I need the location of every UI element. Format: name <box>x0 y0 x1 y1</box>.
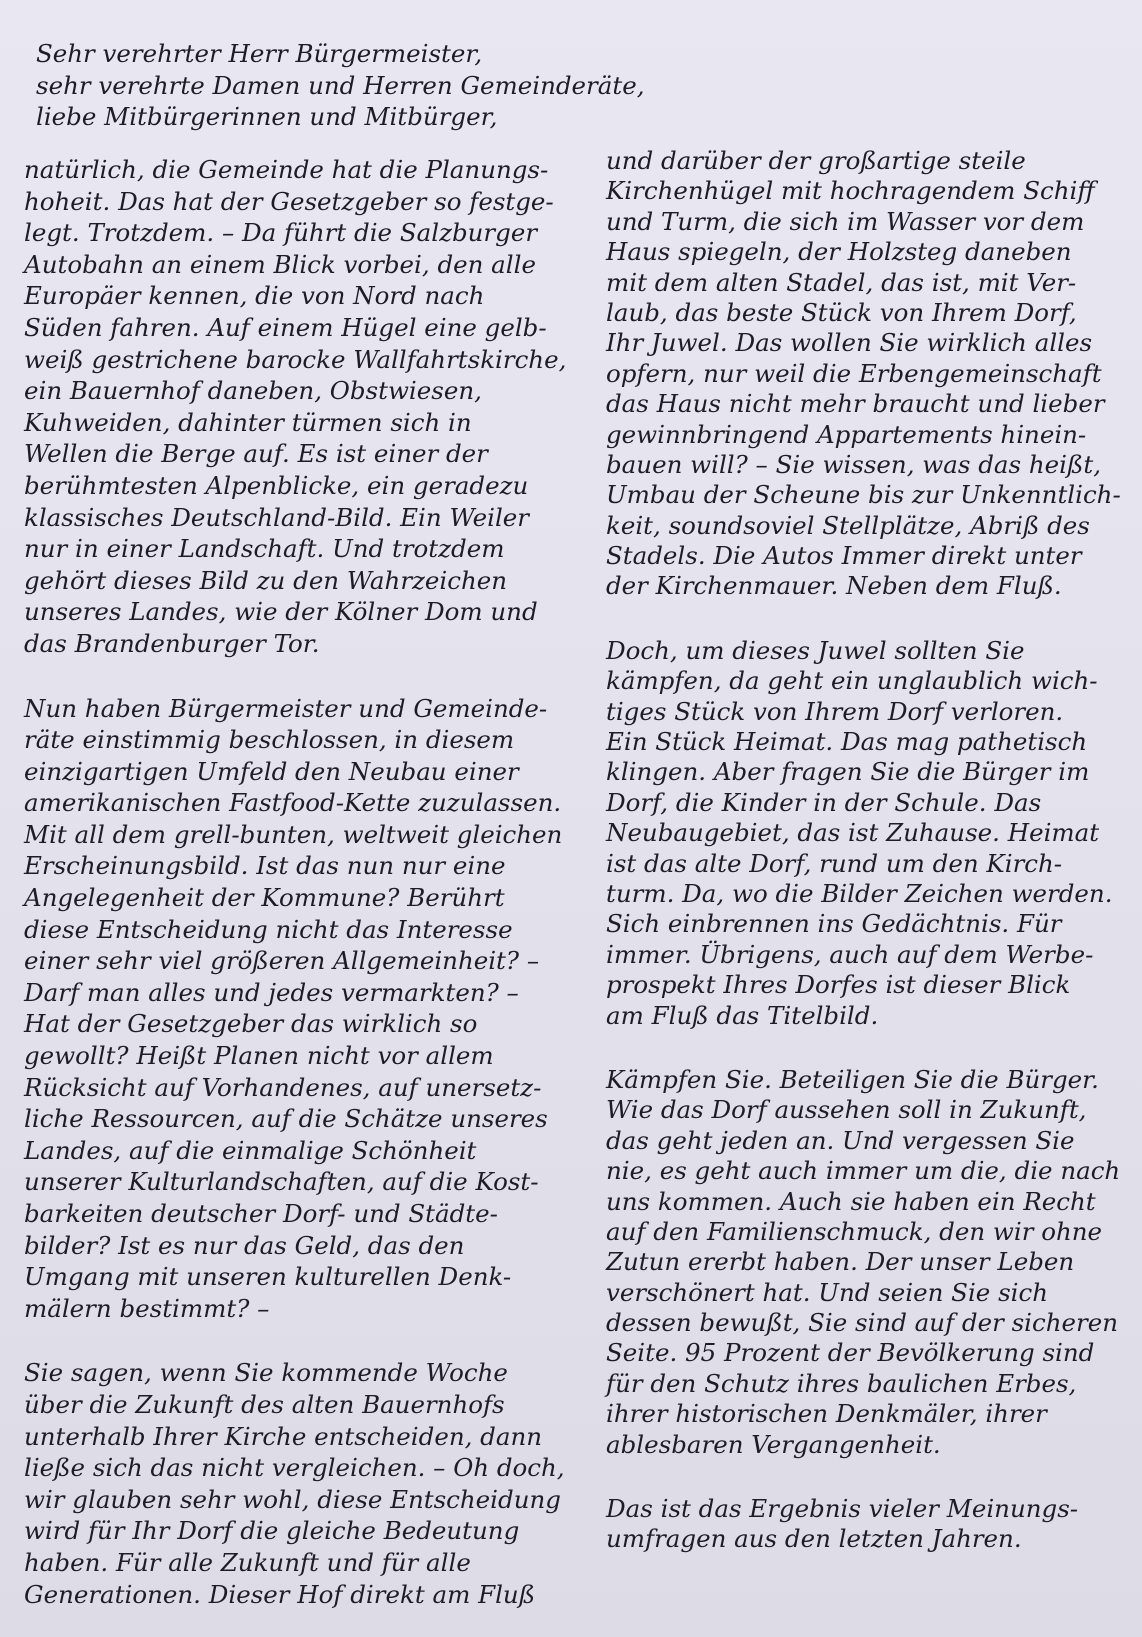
text-line: am Fluß das Titelbild. <box>606 1000 879 1030</box>
text-line: räte einstimmig beschlossen, in diesem <box>24 725 515 755</box>
text-line: Haus spiegeln, der Holzsteg daneben <box>606 237 1072 267</box>
paragraph <box>606 146 1142 602</box>
text-line: Doch, um dieses Juwel sollten Sie <box>606 635 1025 665</box>
text-line: das Brandenburger Tor. <box>24 628 320 658</box>
text-line: liebe Mitbürgerinnen und Mitbürger, <box>36 102 498 132</box>
text-line: Dorf, die Kinder in der Schule. Das <box>606 787 1042 817</box>
text-line: Generationen. Dieser Hof direkt am Fluß <box>24 1579 536 1609</box>
text-line: Stadels. Die Autos Immer direkt unter <box>606 541 1082 571</box>
text-line: Autobahn an einem Blick vorbei, den alle <box>24 249 536 279</box>
text-line: Umbau der Scheune bis zur Unkenntlich- <box>606 480 1121 510</box>
paragraph <box>24 693 564 1325</box>
text-line: dessen bewußt, Sie sind auf der sicheren <box>606 1308 1118 1338</box>
paragraph-gap <box>606 1460 1142 1494</box>
text-line: hoheit. Das hat der Gesetzgeber so festge- <box>24 186 554 216</box>
text-line: Erscheinungsbild. Ist das nun nur eine <box>24 851 506 881</box>
paragraph <box>24 154 567 660</box>
text-line: für den Schutz ihres baulichen Erbes, <box>606 1368 1077 1398</box>
text-line: nur in einer Landschaft. Und trotzdem <box>24 534 505 564</box>
text-line: uns kommen. Auch sie haben ein Recht <box>606 1186 1096 1216</box>
text-line: unseres Landes, wie der Kölner Dom und <box>24 597 538 627</box>
text-line: das Haus nicht mehr braucht und lieber <box>606 389 1105 419</box>
text-line: Landes, auf die einmalige Schönheit <box>24 1135 477 1165</box>
text-line: Wellen die Berge auf. Es ist einer der <box>24 439 488 469</box>
text-line: ablesbaren Vergangenheit. <box>606 1429 941 1459</box>
text-line: auf den Familienschmuck, den wir ohne <box>606 1216 1103 1246</box>
text-line: keit, soundsoviel Stellplätze, Abriß des <box>606 510 1090 540</box>
text-line: Kirchenhügel mit hochragendem Schiff <box>606 176 1095 206</box>
text-line: Neubaugebiet, das ist Zuhause. Heimat <box>606 818 1100 848</box>
text-line: unserer Kulturlandschaften, auf die Kost- <box>24 1167 539 1197</box>
text-line: laub, das beste Stück von Ihrem Dorf, <box>606 297 1077 327</box>
text-line: natürlich, die Gemeinde hat die Planungs- <box>24 155 549 184</box>
text-line: barkeiten deutscher Dorf- und Städte- <box>24 1199 498 1228</box>
text-line: klassisches Deutschland-Bild. Ein Weiler <box>24 502 530 532</box>
text-line: Wie das Dorf aussehen soll in Zukunft, <box>606 1095 1087 1125</box>
text-line: wird für Ihr Dorf die gleiche Bedeutung <box>24 1516 520 1546</box>
text-line: immer. Übrigens, auch auf dem Werbe- <box>606 939 1094 969</box>
text-line: und darüber der großartige steile <box>606 146 1026 175</box>
text-line: nie, es geht auch immer um die, die nach <box>606 1156 1121 1186</box>
paragraph-gap <box>24 1324 564 1357</box>
text-line: Darf man alles und jedes vermarkten? – <box>24 977 519 1007</box>
text-line: Hat der Gesetzgeber das wirklich so <box>24 1009 478 1039</box>
text-line: Nun haben Bürgermeister und Gemeinde- <box>24 693 548 723</box>
text-line: einzigartigen Umfeld den Neubau einer <box>24 756 519 786</box>
text-line: Kuhweiden, dahinter türmen sich in <box>24 407 472 437</box>
text-line: berühmtesten Alpenblicke, ein geradezu <box>24 470 529 500</box>
text-line: über die Zukunft des alten Bauernhofs <box>24 1389 505 1419</box>
text-line: mälern bestimmt? – <box>24 1293 270 1323</box>
text-line: Sich einbrennen ins Gedächtnis. Für <box>606 909 1062 939</box>
text-line: mit dem alten Stadel, das ist, mit Ver- <box>606 267 1077 297</box>
text-line: Sie sagen, wenn Sie kommende Woche <box>24 1358 508 1388</box>
text-line: weiß gestrichene barocke Wallfahrtskirche, <box>24 344 567 374</box>
text-line: opfern, nur weil die Erbengemeinschaft <box>606 358 1102 388</box>
text-line: Mit all dem grell-bunten, weltweit gleichen <box>24 819 563 849</box>
right-column <box>606 146 1142 1555</box>
text-line: Zutun ererbt haben. Der unser Leben <box>606 1247 1075 1277</box>
text-line: der Kirchenmauer. Neben dem Fluß. <box>606 571 1062 601</box>
text-line: Kämpfen Sie. Beteiligen Sie die Bürger. <box>606 1064 1099 1094</box>
text-line: ihrer historischen Denkmäler, ihrer <box>606 1399 1047 1429</box>
text-line: Sehr verehrter Herr Bürgermeister, <box>36 39 483 68</box>
text-line: amerikanischen Fastfood-Kette zuzulassen. <box>24 788 562 818</box>
paragraph-gap <box>24 660 564 693</box>
text-line: diese Entscheidung nicht das Interesse <box>24 914 513 944</box>
paragraph <box>24 1357 564 1610</box>
text-line: turm. Da, wo die Bilder Zeichen werden. <box>606 878 1113 908</box>
text-line: gehört dieses Bild zu den Wahrzeichen <box>24 565 508 595</box>
text-line: verschönert hat. Und seien Sie sich <box>606 1277 1048 1307</box>
text-line: Angelegenheit der Kommune? Berührt <box>24 883 505 913</box>
text-line: gewollt? Heißt Planen nicht vor allem <box>24 1041 494 1071</box>
text-line: einer sehr viel größeren Allgemeinheit? – <box>24 946 540 976</box>
paragraph <box>606 636 1142 1031</box>
text-line: gewinnbringend Appartements hinein- <box>606 419 1087 449</box>
text-line: das geht jeden an. Und vergessen Sie <box>606 1125 1075 1155</box>
text-line: bauen will? – Sie wissen, was das heißt, <box>606 449 1101 479</box>
paragraph <box>606 1494 1142 1555</box>
text-line: Das ist das Ergebnis vieler Meinungs- <box>606 1494 1079 1524</box>
text-line: und Turm, die sich im Wasser vor dem <box>606 206 1085 236</box>
text-line: unterhalb Ihrer Kirche entscheiden, dann <box>24 1421 543 1451</box>
text-line: sehr verehrte Damen und Herren Gemeinderäte, <box>36 70 645 100</box>
paragraph-gap <box>606 602 1142 636</box>
text-line: tiges Stück von Ihrem Dorf verloren. <box>606 696 1064 726</box>
text-line: wir glauben sehr wohl, diese Entscheidung <box>24 1484 561 1514</box>
text-line: klingen. Aber fragen Sie die Bürger im <box>606 757 1090 787</box>
text-line: Ein Stück Heimat. Das mag pathetisch <box>606 727 1088 757</box>
left-column <box>24 154 567 1610</box>
text-line: Seite. 95 Prozent der Bevölkerung sind <box>606 1338 1095 1368</box>
paragraph-gap <box>606 1031 1142 1065</box>
text-line: Ihr Juwel. Das wollen Sie wirklich alles <box>606 328 1093 358</box>
text-line: bilder? Ist es nur das Geld, das den <box>24 1230 465 1260</box>
text-line: prospekt Ihres Dorfes ist dieser Blick <box>606 970 1071 1000</box>
text-line: ließe sich das nicht vergleichen. – Oh doch, <box>24 1453 565 1483</box>
text-line: Europäer kennen, die von Nord nach <box>24 281 485 311</box>
text-line: umfragen aus den letzten Jahren. <box>606 1524 1022 1554</box>
text-line: legt. Trotzdem. – Da führt die Salzburger <box>24 218 538 248</box>
text-line: kämpfen, da geht ein unglaublich wich- <box>606 666 1098 696</box>
text-line: ist das alte Dorf, rund um den Kirch- <box>606 848 1063 878</box>
text-line: Süden fahren. Auf einem Hügel eine gelb- <box>24 312 547 342</box>
salutation <box>36 38 736 133</box>
text-line: ein Bauernhof daneben, Obstwiesen, <box>24 376 482 406</box>
paragraph <box>606 1065 1142 1460</box>
text-line: liche Ressourcen, auf die Schätze unseres <box>24 1104 548 1134</box>
text-line: haben. Für alle Zukunft und für alle <box>24 1547 471 1577</box>
text-line: Rücksicht auf Vorhandenes, auf unersetz- <box>24 1072 542 1102</box>
text-line: Umgang mit unseren kulturellen Denk- <box>24 1262 512 1292</box>
